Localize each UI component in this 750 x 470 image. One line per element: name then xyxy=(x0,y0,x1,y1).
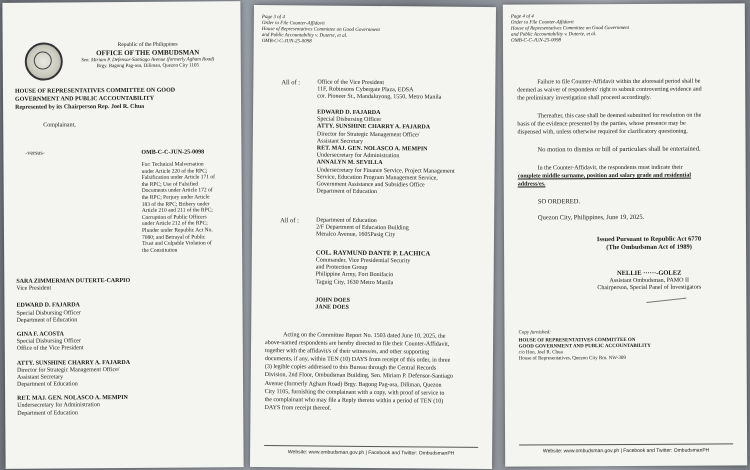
paragraph-line: dispensed with, unless otherwise required for clarificatory questioning. xyxy=(517,128,688,136)
col-detail: and Protection Group xyxy=(315,264,368,272)
signatory-title: Assistant Ombudsman, PAMO II xyxy=(609,277,689,285)
copy-line: House of Representatives, Quezon City Rm. NW-309 xyxy=(518,355,626,362)
charge-line: Plunder under Republic Act No. xyxy=(141,227,213,234)
paragraph-submission xyxy=(517,112,701,137)
body-line: DAYS from receipt thereof. xyxy=(264,404,332,412)
charge-line: Falsification under Article 171 of xyxy=(141,174,215,182)
copy-line: c/o Hon. Joel R. Chua xyxy=(518,350,563,356)
respondent-detail: Department of Education xyxy=(316,188,378,196)
body-line: above-named respondents are hereby directed to file their Counter-Affidavit, xyxy=(265,340,450,348)
issued-line-1: Issued Pursuant to Republic Act 6770 xyxy=(596,235,702,244)
respondent-detail: Director for Strategic Management Office/ xyxy=(16,366,120,374)
respondent-detail: Undersecretary for Finance Service, Project Management xyxy=(316,167,455,175)
office-address-1: Sen. Miriam P. Defensor-Santiago Avenue (formerly Agham Road) xyxy=(81,57,215,64)
respondent-name: SARA ZIMMERMAN DUTERTE-CARPIO xyxy=(16,277,131,285)
complainant-line-1: HOUSE OF REPRESENTATIVES COMMITTEE ON GOOD xyxy=(14,87,176,95)
office-title: OFFICE OF THE OMBUDSMAN xyxy=(96,48,200,58)
office-address-2: Brgy. Bagong Pag-asa, Diliman, Quezon City 1105 xyxy=(96,63,199,70)
header-line: Order to File Counter-Affidavit xyxy=(510,20,574,26)
charge-line: Article 210 and 211 of the RPC; xyxy=(141,207,213,215)
page-header xyxy=(262,15,380,46)
body-line: Avenue (formerly Agham Road) Brgy. Bagong Pag-asa, Diliman, Quezon xyxy=(264,380,442,389)
order-body xyxy=(264,331,453,414)
header-line: and Public Accountability v. Duterte, et al. xyxy=(510,32,597,38)
copy-line: HOUSE OF REPRESENTATIVES COMMITTEE ON xyxy=(518,337,636,344)
respondent-group xyxy=(316,110,455,197)
copy-line: GOOD GOVERNMENT AND PUBLIC ACCOUNTABILITY xyxy=(518,343,651,350)
charge-line: 7080; and Betrayal of Public xyxy=(141,233,206,241)
respondent-name: GINA F. ACOSTA xyxy=(16,331,64,338)
respondent-detail: Assistant Secretary xyxy=(316,138,364,145)
respondent-name: ATTY. SUNSHINE CHARRY A. FAJARDA xyxy=(16,359,131,367)
signatory-name: NELLIE ······-GOLEZ xyxy=(616,269,682,278)
body-line: together with the affidavit/s of their witness/es, and other supporting xyxy=(264,348,430,356)
header-line: Order to File Counter-Affidavit xyxy=(261,21,325,27)
does-line: JOHN DOES xyxy=(315,297,350,304)
page-header xyxy=(511,14,629,45)
ombudsman-seal-icon xyxy=(25,42,63,80)
body-line: Acting on the Committee Report No. 1503 dated June 10, 2025, the xyxy=(283,332,446,340)
paragraph-line: complete middle surname, position and salary grade and residential xyxy=(517,172,692,180)
body-line: (3) legible copies addressed to this Bureau through the Central Records xyxy=(264,364,437,372)
paragraph-line: address/es. xyxy=(517,181,546,188)
complainant-line-2: GOVERNMENT AND PUBLIC ACCOUNTABILITY xyxy=(15,95,155,103)
col-detail: Taguig City, 1630 Metro Manila xyxy=(315,279,394,286)
date-line: Quezon City, Philippines, June 19, 2025. xyxy=(537,213,645,222)
col-detail: Commander, Vice Presidential Security xyxy=(315,257,411,265)
respondent-detail: Department of Education xyxy=(17,381,78,388)
charges-block xyxy=(141,161,215,254)
all-of-label-1: All of : xyxy=(281,79,301,87)
header-line: Page 3 of 4 xyxy=(261,15,285,21)
footer-website: Website: www.ombudsman.gov.ph | Facebook and Twitter: OmbudsmanPH xyxy=(287,449,455,457)
respondent-detail: Department of Education xyxy=(16,317,78,324)
body-line: Division, 2nd Floor, Ombudsman Building, Sen. Miriam P. Defensor-Santiago xyxy=(264,372,453,381)
charge-line: the RPC; Use of Falsified xyxy=(141,181,199,188)
respondent-detail: Service, Education Program Management Service, xyxy=(316,174,438,182)
respondent-name: EDWARD D. FAJARDA xyxy=(16,302,80,310)
paragraph-line: deemed as waiver of respondents' right to submit controverting evidence and xyxy=(517,86,702,94)
charge-line: the Constitution xyxy=(142,247,178,254)
charge-line: Trust and Culpable Violation of xyxy=(142,240,212,247)
col-details xyxy=(316,258,411,288)
address-line: 11F, Robinsons Cybergate Plaza, EDSA xyxy=(317,86,414,94)
versus-label: -versus- xyxy=(25,150,45,157)
paragraph-waiver xyxy=(517,78,701,103)
footer-rule xyxy=(264,445,478,448)
respondent-name: ATTY. SUNSHINE CHARRY A. FAJARDA xyxy=(316,123,431,131)
complainant-label: Complainant, xyxy=(43,122,76,129)
charge-line: For: Technical Malversation xyxy=(141,161,204,168)
does-block xyxy=(315,298,350,313)
respondent-detail: Office of the Vice President xyxy=(16,345,84,353)
charge-line: Documents under Article 172 of xyxy=(141,187,213,195)
document-page-3 xyxy=(250,5,496,469)
respondent-detail: Special Disbursing Officer xyxy=(316,116,382,124)
copy-furnished-label: Copy furnished: xyxy=(518,330,551,336)
paragraph-line: Failure to file Counter-Affidavit within the aforesaid period shall be xyxy=(537,78,701,86)
header-line: OMB-C-C-JUN-25-0098 xyxy=(261,39,312,45)
paragraph-no-motion: No motion to dismiss or bill of particulars shall be entertained. xyxy=(537,145,701,154)
col-detail: Philippine Army, Fort Bonifacio xyxy=(315,271,394,279)
address-block-1 xyxy=(317,80,441,103)
address-line: 2/F Department of Education Building xyxy=(316,224,409,232)
signature-mark xyxy=(646,298,686,303)
charge-line: under Article 212 of the RPC; xyxy=(141,220,208,228)
document-page-4 xyxy=(503,3,747,466)
address-line: cor. Pioneer St., Mandaluyong, 1550, Metro Manila xyxy=(317,93,442,101)
respondent-name: RET. MAJ. GEN. NOLASCO A. MEMPIN xyxy=(316,145,428,153)
footer-website: Website: www.ombudsman.gov.ph | Facebook and Twitter: OmbudsmanPH xyxy=(542,447,710,455)
charge-line: the RPC; Perjury under Article xyxy=(141,194,210,201)
complainant-line-3: Represented by its Chairperson Rep. Joel R. Chua xyxy=(15,103,145,111)
charge-line: under Article 220 of the RPC; xyxy=(141,168,208,175)
respondent-detail: Special Disbursing Officer xyxy=(16,338,81,345)
address-block-2 xyxy=(316,218,409,240)
respondent-detail: Undersecretary for Administration xyxy=(316,152,400,160)
body-line: City 1105, furnishing the complainant with a copy, with proof of service to xyxy=(264,388,445,397)
charge-line: Corruption of Public Officers xyxy=(141,214,207,221)
respondent-name: ANNALYN M. SEVILLA xyxy=(316,159,383,167)
does-line: JANE DOES xyxy=(315,304,349,311)
address-line: Department of Education xyxy=(316,217,377,225)
all-of-label-2: All of : xyxy=(280,217,299,225)
signatory-title: Chairperson, Special Panel of Investigators xyxy=(597,284,702,292)
so-ordered: SO ORDERED. xyxy=(537,198,581,206)
footer-rule xyxy=(519,443,733,445)
respondent-name: RET. MAJ. GEN. NOLASCO A. MEMPIN xyxy=(17,395,128,402)
case-number: OMB-C-C-JUN-25-0098 xyxy=(141,149,205,156)
respondent-detail: Vice President xyxy=(16,285,52,292)
header-line: House of Representatives Committee on Good Government xyxy=(261,27,380,34)
paragraph-line: Thereafter, this case shall be deemed submitted for resolution on the xyxy=(537,112,702,120)
header-line: and Public Accountability v. Duterte, et al. xyxy=(261,33,348,39)
signatory-titles xyxy=(564,277,734,292)
body-line: the complainant who may file a Reply thereto within a period of TEN (10) xyxy=(264,396,444,405)
document-page-1 xyxy=(2,1,243,469)
header-line: House of Representatives Committee on Good Government xyxy=(510,25,630,32)
body-line: documents, if any, within TEN (10) DAYS from receipt of this order, in three xyxy=(264,356,451,364)
respondent-name: EDWARD D. FAJARDA xyxy=(317,109,381,117)
respondent-detail: Department of Education xyxy=(17,409,78,417)
paragraph-line: the preliminary investigation shall proceed accordingly. xyxy=(517,95,651,102)
charge-line: 183 of the RPC; Bribery under xyxy=(141,200,210,208)
paragraph-counter-affidavit xyxy=(518,164,692,189)
header-line: Page 4 of 4 xyxy=(510,14,534,20)
col-name: COL. RAYMUND DANTE P. LACHICA xyxy=(315,249,431,258)
republic-line: Republic of the Philippines xyxy=(117,41,178,49)
respondent-detail: Special Disbursing Officer xyxy=(16,309,81,317)
issued-line-2: (The Ombudsman Act of 1989) xyxy=(606,243,692,252)
respondent-detail: Undersecretary for Administration xyxy=(17,402,100,410)
paragraph-line: basis of the evidence presented by the parties, whose presence may be xyxy=(517,120,686,128)
paragraph-line: In the Counter-Affidavit, the respondents must indicate their xyxy=(537,164,683,172)
spacer xyxy=(17,417,131,425)
respondent-detail: Government Assistance and Subsidies Office xyxy=(316,181,425,189)
header-line: OMB-C-C-JUN-25-0098 xyxy=(510,38,561,44)
address-line: Meralco Avenue, 1605Pasig City xyxy=(315,231,396,239)
address-line: Office of the Vice President xyxy=(317,79,385,87)
respondent-detail: Assistant Secretary xyxy=(16,374,64,381)
respondent-detail: Director for Strategic Management Office/ xyxy=(316,131,420,138)
copy-furnished-block xyxy=(519,338,651,363)
respondents-list xyxy=(16,278,131,425)
